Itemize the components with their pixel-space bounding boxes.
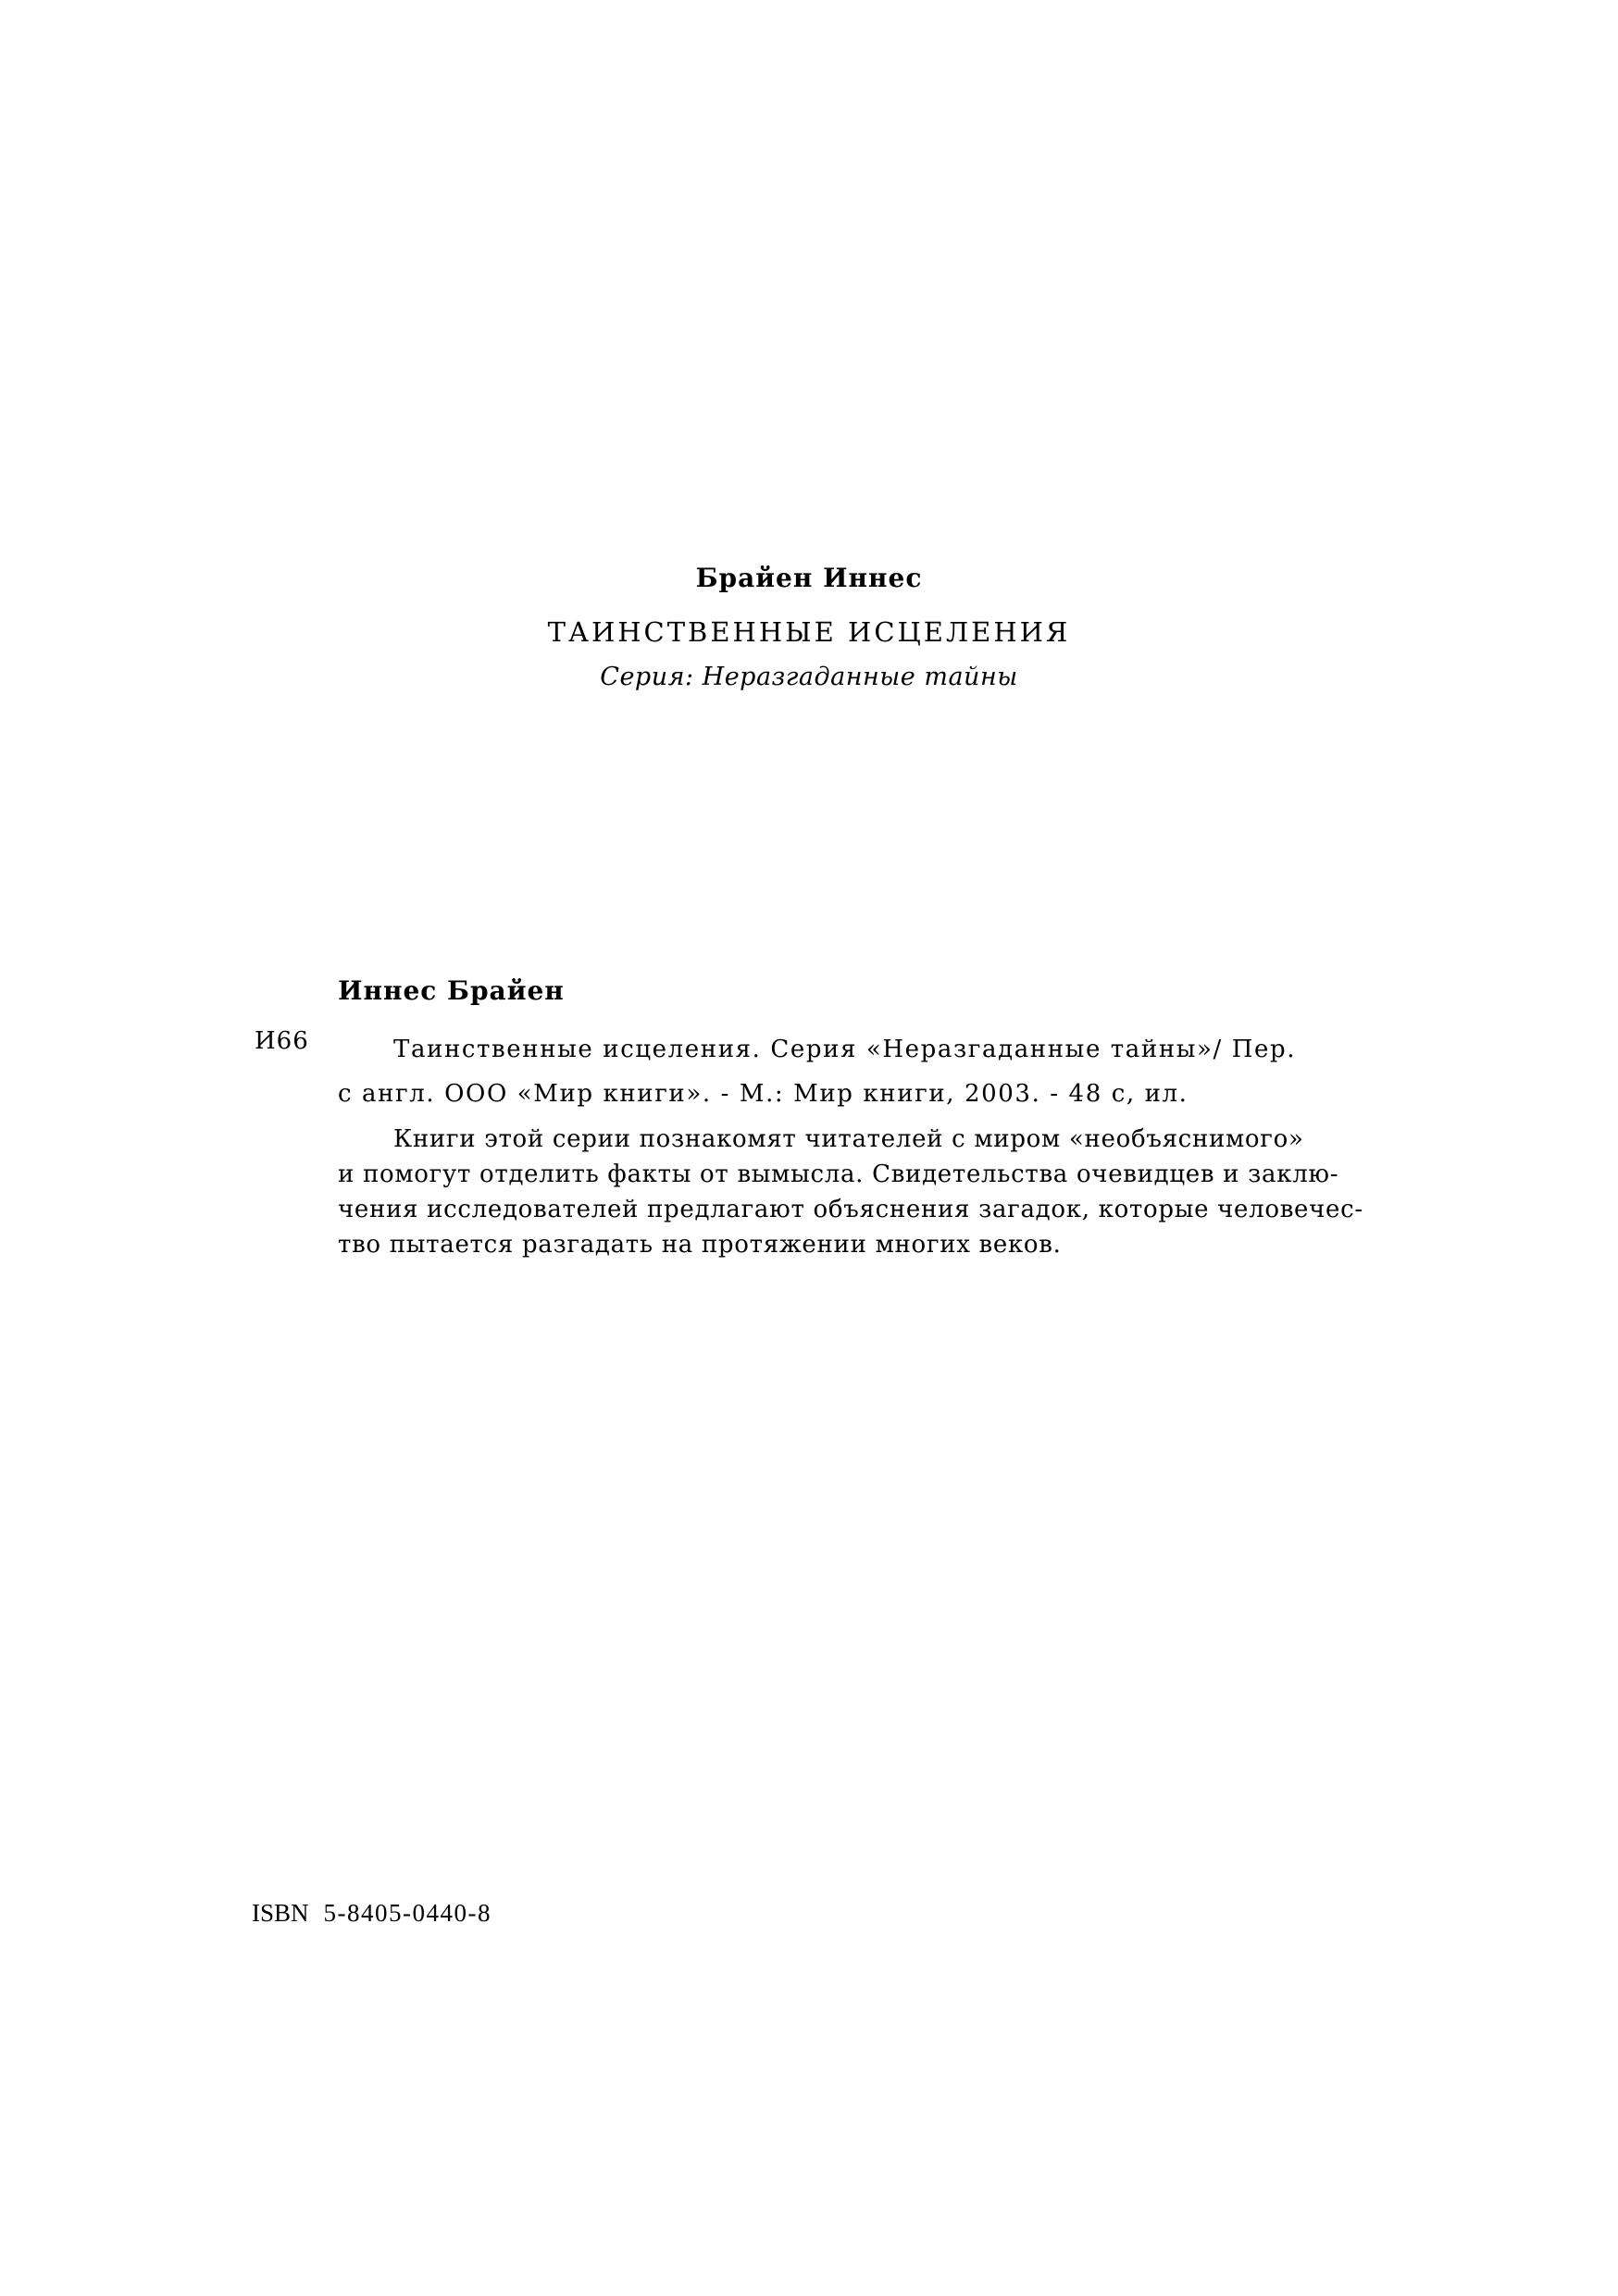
annotation: [338, 1122, 1363, 1262]
annotation-line: чения исследователей предлагают объяснения загадок, которые человечес-: [338, 1196, 1363, 1223]
annotation-line: Книги этой серии познакомят читателей с миром «необъяснимого»: [393, 1125, 1304, 1153]
title-block: [0, 563, 1618, 703]
isbn-number: 5-8405-0440-8: [323, 1899, 492, 1927]
description-line: Таинственные исцеления. Серия «Неразгаданные тайны»/ Пер.: [393, 1036, 1297, 1063]
catalog-author-heading: Иннес Брайен: [338, 975, 565, 1006]
series-name: Серия: Неразгаданные тайны: [600, 663, 1018, 691]
book-author: Брайен Иннес: [695, 563, 923, 593]
description-line: с англ. ООО «Мир книги». - М.: Мир книги, 2003. - 48 с, ил.: [338, 1080, 1189, 1108]
isbn: [252, 1899, 492, 1928]
annotation-line: тво пытается разгадать на протяжении многих веков.: [338, 1231, 1062, 1259]
isbn-label: ISBN: [252, 1899, 309, 1927]
annotation-line: и помогут отделить факты от вымысла. Свидетельства очевидцев и заклю-: [338, 1160, 1339, 1188]
book-title: ТАИНСТВЕННЫЕ ИСЦЕЛЕНИЯ: [547, 616, 1071, 648]
bibliographic-description: [338, 1027, 1312, 1116]
classification-code: И66: [255, 1027, 309, 1055]
